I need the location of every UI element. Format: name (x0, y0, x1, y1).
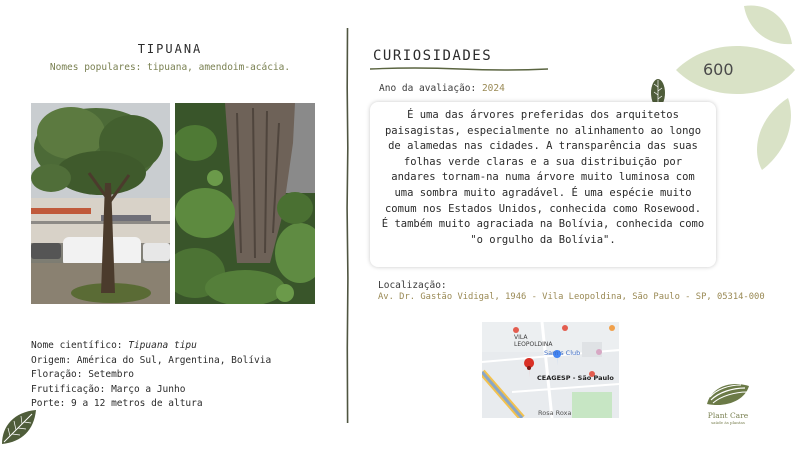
map-bottom-label: Rosa Roxa (538, 409, 572, 417)
brand-name: Plant Care (707, 411, 749, 420)
popular-names: Nomes populares: tipuana, amendoim-acácia. (49, 62, 291, 73)
location-map[interactable] (482, 322, 619, 418)
flowering: Floração: Setembro (31, 369, 134, 380)
fruiting: Frutificação: Março a Junho (31, 383, 186, 395)
year-label: Ano da avaliação: (379, 83, 482, 94)
map-district-label: VILA LEOPOLDINA (514, 334, 553, 348)
trunk-photo (175, 103, 315, 304)
brand-logo (696, 380, 760, 425)
map-store-label: Sam's Club (544, 349, 581, 357)
tree-photo (31, 103, 170, 304)
curiosities-card (370, 102, 716, 267)
curiosities-title: CURIOSIDADES (373, 48, 493, 64)
year-value: 2024 (481, 83, 505, 94)
location-label: Localização: (378, 280, 447, 291)
location-address: Av. Dr. Gastão Vidigal, 1946 - Vila Leopoldina, São Paulo - SP, 05314-000 (378, 292, 765, 302)
title-underline (370, 66, 548, 72)
size: Porte: 9 a 12 metros de altura (31, 398, 203, 409)
evaluation-year (379, 83, 505, 94)
trunk-illustration (175, 103, 315, 304)
origin: Origem: América do Sul, Argentina, Bolívia (31, 354, 272, 366)
map-place-label: CEAGESP - São Paulo (537, 374, 614, 382)
vertical-divider (346, 28, 349, 423)
scientific-name-value: Tipuana tipu (128, 340, 197, 351)
scientific-name-row (31, 339, 271, 354)
decorative-leaves (670, 0, 800, 175)
leaf-icon (0, 408, 38, 446)
tree-illustration (31, 103, 170, 304)
badge-number: 600 (703, 60, 734, 79)
brand-leaf-icon (705, 380, 751, 406)
scientific-name-label: Nome científico: (31, 340, 129, 351)
plant-title: TIPUANA (137, 42, 203, 56)
plant-facts (31, 339, 271, 412)
curiosities-text: É uma das árvores preferidas dos arquitetos paisagistas, especialmente no alinhamento ao longo de alamedas nas cidades. A transparência das suas folhas verde claras e a sua distribuição por andares tornam-na numa árvore muito luminosa com uma sombra muito agradável. É uma espécie muito comum nos Estados Unidos, conhecida como Rosewood. É também muito agraciada na Bolívia, conhecida como "o orgulho da Bolívia". (381, 109, 705, 246)
brand-tagline: saúde às plantas (711, 420, 745, 425)
